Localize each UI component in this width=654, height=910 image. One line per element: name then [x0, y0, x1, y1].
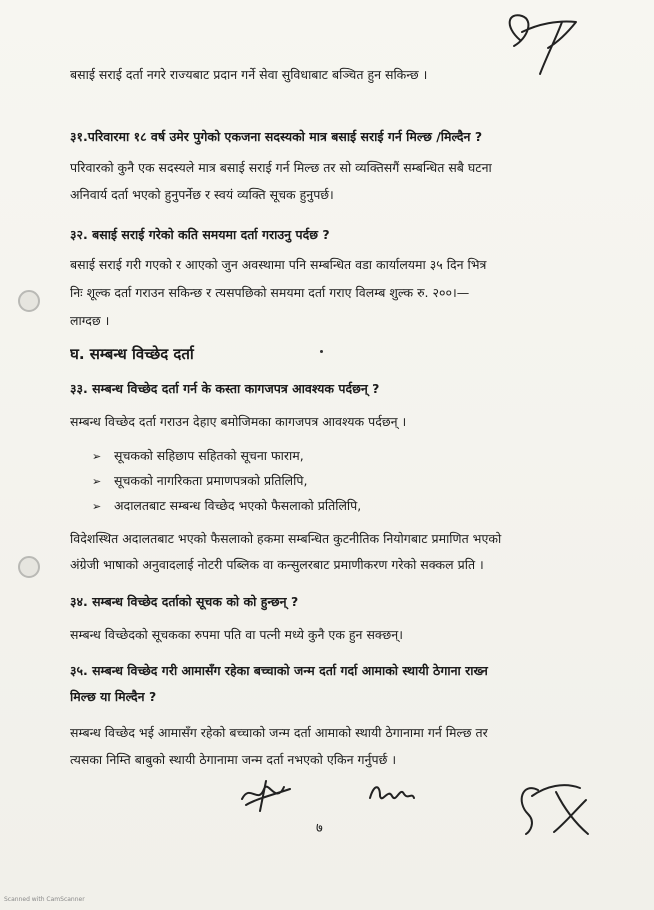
answer-31-line-2: अनिवार्य दर्ता भएको हुनुपर्नेछ र स्वयं व्यक्ति सूचक हुनुपर्छ।: [70, 187, 334, 202]
question-33: ३३. सम्बन्ध विच्छेद दर्ता गर्न के कस्ता कागजपत्र आवश्यक पर्दछन् ?: [70, 381, 380, 396]
hole-punch-1: [18, 290, 40, 312]
question-34: ३४. सम्बन्ध विच्छेद दर्ताको सूचक को को हुन्छन् ?: [70, 594, 299, 609]
question-35-line-2: मिल्छ या मिल्दैन ?: [70, 689, 157, 704]
signature-bottom-left: [236, 775, 296, 815]
answer-35-line-2: त्यसका निम्ति बाबुको स्थायी ठेगानामा जन्म दर्ता नभएको एकिन गर्नुपर्छ ।: [70, 752, 397, 767]
answer-33-intro: सम्बन्ध विच्छेद दर्ता गराउन देहाए बमोजिमका कागजपत्र आवश्यक पर्दछन् ।: [70, 414, 407, 429]
answer-33-after-line-2: अंग्रेजी भाषाको अनुवादलाई नोटरी पब्लिक वा कन्सुलरबाट प्रमाणीकरण गरेको सक्कल प्रति ।: [70, 557, 484, 572]
bullet-text: अदालतबाट सम्बन्ध विच्छेद भएको फैसलाको प्रतिलिपि,: [114, 498, 362, 513]
signature-bottom-right: [508, 772, 598, 842]
answer-35-line-1: सम्बन्ध विच्छेद भई आमासँग रहेको बच्चाको जन्म दर्ता आमाको स्थायी ठेगानामा गर्न मिल्छ तर: [70, 725, 488, 740]
answer-33-after-line-1: विदेशस्थित अदालतबाट भएको फैसलाको हकमा सम्बन्धित कुटनीतिक नियोगबाट प्रमाणित भएको: [70, 531, 502, 546]
hole-punch-2: [18, 556, 40, 578]
answer-32-line-3: लाग्दछ ।: [70, 313, 110, 328]
page-number: ७: [316, 821, 323, 836]
signature-bottom-middle: [366, 778, 416, 810]
ink-dot: [320, 350, 323, 353]
bullet-text: सूचकको नागरिकता प्रमाणपत्रको प्रतिलिपि,: [114, 473, 308, 488]
bullet-arrow-icon: ➢: [92, 475, 102, 488]
bullet-text: सूचकको सहिछाप सहितको सूचना फाराम,: [114, 448, 304, 463]
question-32: ३२. बसाई सराई गरेको कति समयमा दर्ता गराउनु पर्दछ ?: [70, 227, 330, 242]
bullet-arrow-icon: ➢: [92, 500, 102, 513]
answer-32-line-2: निः शूल्क दर्ता गराउन सकिन्छ र त्यसपछिको समयमा दर्ता गराए विलम्ब शुल्क रु. २००।—: [70, 285, 470, 300]
answer-34: सम्बन्ध विच्छेदको सूचकका रुपमा पति वा पत्नी मध्ये कुनै एक हुन सक्छन्।: [70, 627, 403, 642]
answer-32-line-1: बसाई सराई गरी गएको र आएको जुन अवस्थामा पनि सम्बन्धित वडा कार्यालयमा ३५ दिन भित्र: [70, 257, 487, 272]
text-line: बसाई सराई दर्ता नगरे राज्यबाट प्रदान गर्ने सेवा सुविधाबाट बञ्चित हुन सकिन्छ ।: [70, 67, 428, 82]
question-35-line-1: ३५. सम्बन्ध विच्छेद गरी आमासँग रहेका बच्चाको जन्म दर्ता गर्दा आमाको स्थायी ठेगाना राख्न: [70, 663, 488, 678]
bullet-item: [92, 472, 307, 491]
scanner-watermark: Scanned with CamScanner: [4, 896, 85, 903]
question-31: ३१.परिवारमा १८ वर्ष उमेर पुगेको एकजना सदस्यको मात्र बसाई सराई गर्न मिल्छ /मिल्दैन ?: [70, 129, 483, 144]
answer-31-line-1: परिवारको कुनै एक सदस्यले मात्र बसाई सराई गर्न मिल्छ तर सो व्यक्तिसगैं सम्बन्धित सबै घटना: [70, 160, 492, 175]
bullet-item: [92, 447, 304, 466]
bullet-arrow-icon: ➢: [92, 450, 102, 463]
section-heading: घ. सम्बन्ध विच्छेद दर्ता: [70, 345, 194, 363]
bullet-item: [92, 497, 361, 516]
